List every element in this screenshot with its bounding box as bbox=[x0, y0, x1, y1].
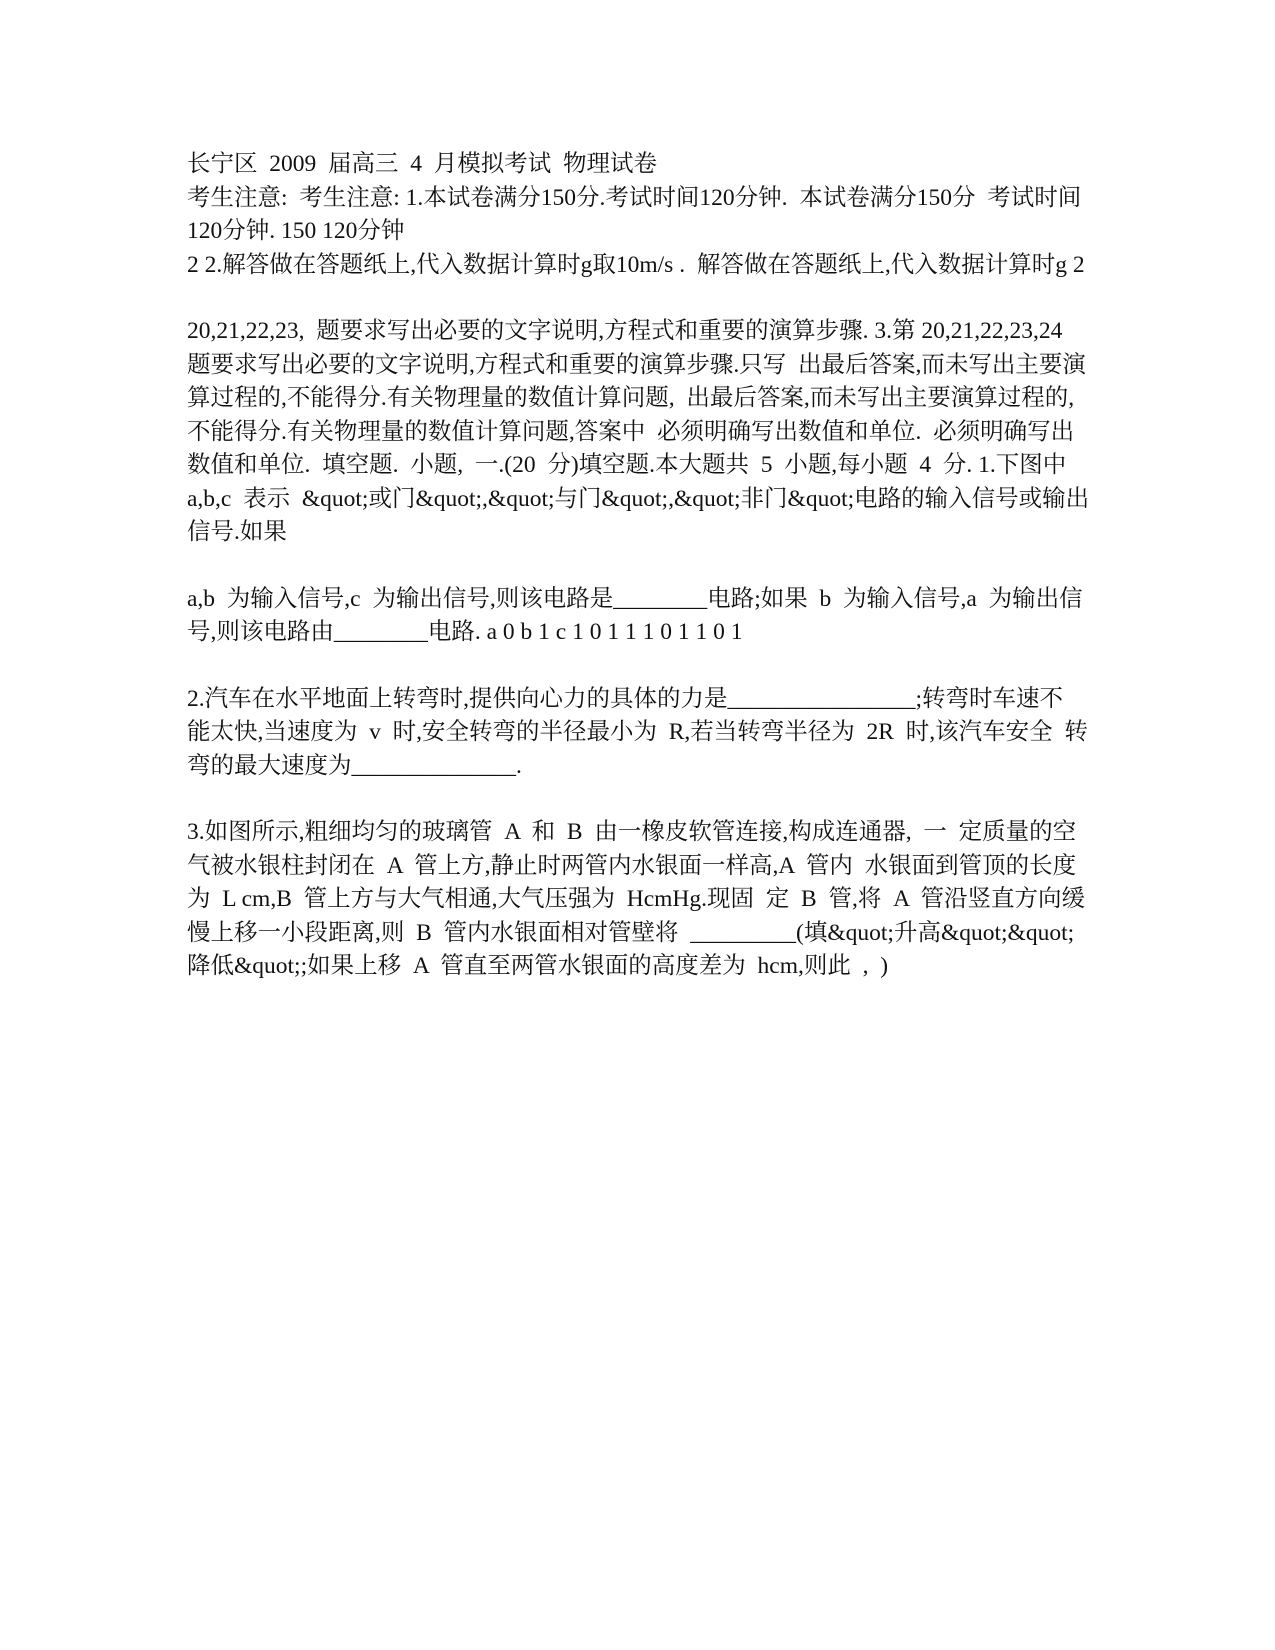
document-body bbox=[187, 148, 1092, 984]
exam-note-2: 2 2.解答做在答题纸上,代入数据计算时g取10m/s . 解答做在答题纸上,代入数据计算时g 2 bbox=[187, 251, 1085, 278]
paragraph-gap bbox=[187, 783, 1092, 816]
paragraph-gap bbox=[187, 650, 1092, 683]
question-2: 2.汽车在水平地面上转弯时,提供向心力的具体的力是________________;转弯时车速不 能太快,当速度为 v 时,安全转弯的半径最小为 R,若当转弯半径为 2R 时,该汽车安全 转弯的最大速度为______________. bbox=[187, 685, 1088, 779]
exam-title: 长宁区 2009 届高三 4 月模拟考试 物理试卷 bbox=[187, 151, 657, 177]
exam-notice: 考生注意: 考生注意: 1.本试卷满分150分.考试时间120分钟. 本试卷满分150分 考试时间120分钟. 150 120分钟 bbox=[187, 184, 1082, 244]
exam-note-3: 20,21,22,23, 题要求写出必要的文字说明,方程式和重要的演算步骤. 3.第 20,21,22,23,24 题要求写出必要的文字说明,方程式和重要的演算步骤.只写 出最后答案,而未写出主要演算过程的,不能得分.有关物理量的数值计算问题, 出最后答案,而未写出主要演算过程的,不能得分.有关物理量的数值计算问题,答案中 必须明确写出数值和单位. 必须明确写出数值和单位. 填空题. 小题, 一.(20 分)填空题.本大题共 5 小题,每小题 4 分. 1.下图中 a,b,c 表示 &quot;或门&quot;,&quot;与门&quot;,&quot;非门&quot;电路的输入信号或输出信号.如果 bbox=[187, 318, 1090, 545]
paragraph-gap bbox=[187, 282, 1092, 315]
question-1: a,b 为输入信号,c 为输出信号,则该电路是________电路;如果 b 为输入信号,a 为输出信号,则该电路由________电路. a 0 b 1 c 1 0 1 1 1 0 1 1 0 1 bbox=[187, 585, 1083, 645]
question-3: 3.如图所示,粗细均匀的玻璃管 A 和 B 由一橡皮软管连接,构成连通器, 一 定质量的空气被水银柱封闭在 A 管上方,静止时两管内水银面一样高,A 管内 水银面到管顶的长度为 L cm,B 管上方与大气相通,大气压强为 HcmHg.现固 定 B 管,将 A 管沿竖直方向缓慢上移一小段距离,则 B 管内水银面相对管壁将 _________(填&quot;升高&quot;&quot;降低&quot;;如果上移 A 管直至两管水银面的高度差为 hcm,则此 , ) bbox=[187, 819, 1085, 979]
paragraph-gap bbox=[187, 550, 1092, 583]
